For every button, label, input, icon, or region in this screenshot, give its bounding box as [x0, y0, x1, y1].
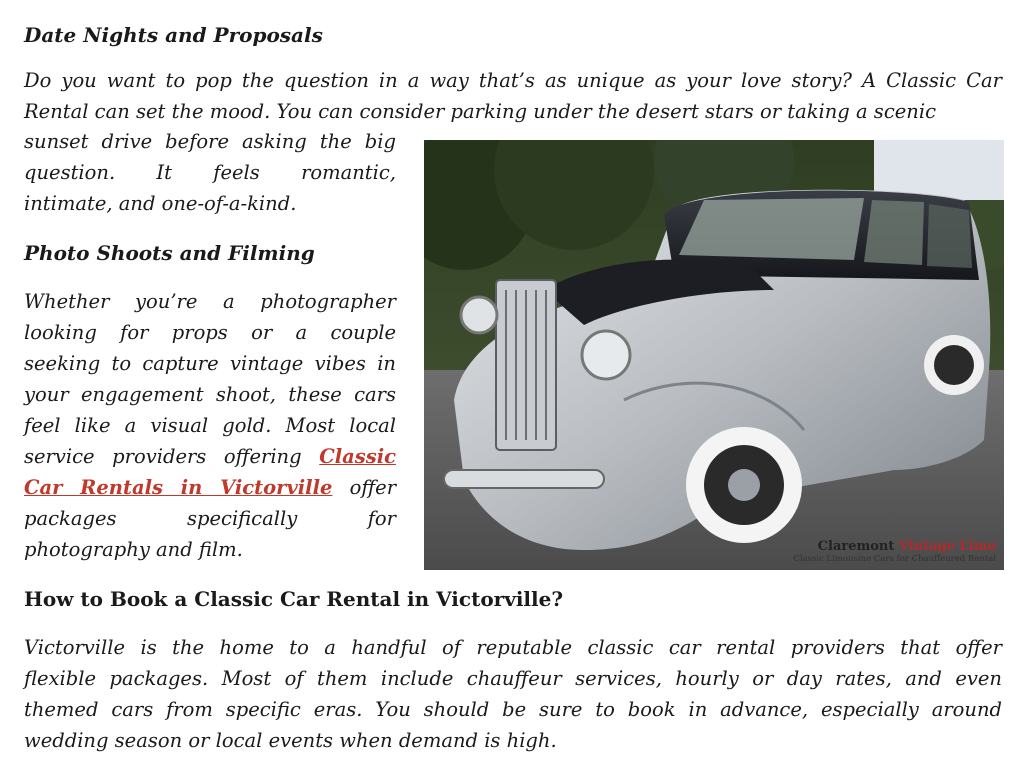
watermark-brand: [793, 539, 996, 554]
photo-shoots-heading: Photo Shoots and Filming: [24, 241, 315, 265]
vintage-car-illustration: [424, 140, 1004, 570]
paragraph-line: Rental can set the mood. You can consider parking under the desert stars or taking a scenic: [24, 100, 936, 123]
watermark-brand-part2: Vintage Limo: [898, 539, 996, 554]
watermark-subtitle: Classic Limousine Cars for Chauffeured Rental: [793, 554, 996, 564]
paragraph-line: intimate, and one-of-a-kind.: [24, 192, 297, 215]
paragraph-text: offer: [349, 476, 397, 499]
paragraph-line: wedding season or local events when demand is high.: [24, 729, 557, 752]
paragraph-line: looking for props or a couple: [24, 321, 396, 344]
paragraph-line: seeking to capture vintage vibes in: [24, 352, 396, 375]
paragraph-line: packages specifically for: [24, 507, 396, 530]
paragraph-line: themed cars from specific eras. You should be sure to book in advance, especially around: [24, 698, 1002, 721]
classic-car-rentals-link[interactable]: Classic: [319, 445, 397, 468]
how-to-book-heading: How to Book a Classic Car Rental in Victorville?: [24, 587, 564, 611]
paragraph-line: [24, 441, 396, 472]
paragraph-line: Do you want to pop the question in a way that’s as unique as your love story? A Classic Car: [24, 69, 1002, 92]
vintage-car-photo: [424, 140, 1004, 570]
watermark: [793, 539, 996, 564]
paragraph-line: feel like a visual gold. Most local: [24, 414, 396, 437]
paragraph-text: service providers offering: [24, 445, 302, 468]
paragraph-line: [24, 472, 396, 503]
paragraph-line: flexible packages. Most of them include chauffeur services, hourly or day rates, and even: [24, 667, 1002, 690]
paragraph-line: sunset drive before asking the big: [24, 130, 396, 153]
paragraph-line: your engagement shoot, these cars: [24, 383, 396, 406]
date-nights-heading: Date Nights and Proposals: [24, 23, 323, 47]
watermark-brand-part1: Claremont: [817, 539, 899, 554]
paragraph-line: photography and film.: [24, 538, 243, 561]
date-nights-paragraph-side: [24, 126, 396, 219]
paragraph-line: question. It feels romantic,: [24, 161, 396, 184]
classic-car-rentals-link-cont[interactable]: Car Rentals in Victorville: [24, 476, 333, 499]
paragraph-line: Victorville is the home to a handful of reputable classic car rental providers that offer: [24, 636, 1002, 659]
photo-shoots-paragraph: [24, 286, 396, 565]
how-to-book-paragraph: [24, 632, 1002, 756]
date-nights-paragraph-top: [24, 65, 1002, 127]
paragraph-line: Whether you’re a photographer: [24, 290, 396, 313]
